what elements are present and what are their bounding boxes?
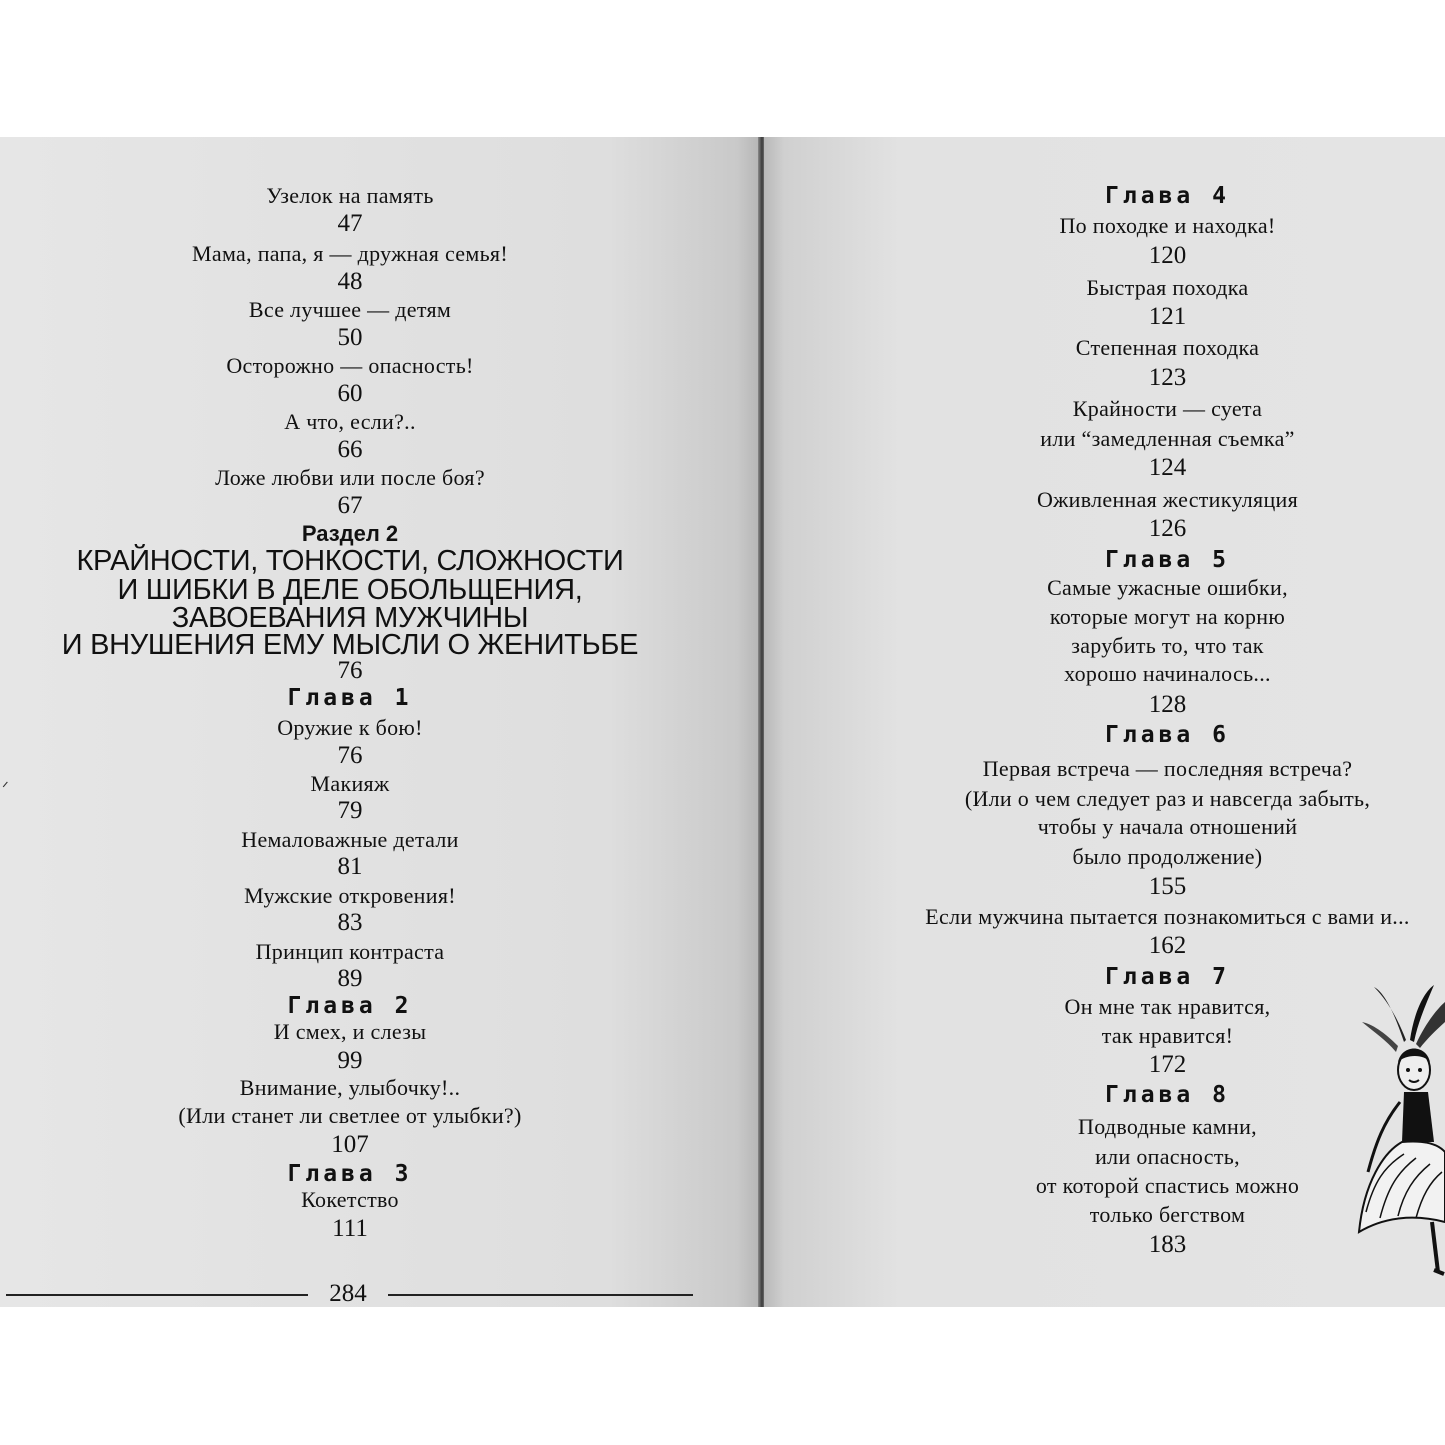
- toc-page-number: 162: [1148, 932, 1187, 959]
- toc-chapter-heading: Глава 4: [1105, 183, 1230, 209]
- dancer-illustration: [1354, 982, 1445, 1277]
- toc-page-number: 155: [1148, 873, 1187, 900]
- toc-chapter-heading: Глава 2: [287, 993, 413, 1019]
- toc-entry: (Или о чем следует раз и навсегда забыть,: [964, 786, 1371, 811]
- toc-page-number: 47: [337, 210, 363, 237]
- toc-chapter-heading: Глава 3: [287, 1161, 413, 1187]
- footer-rule-right: [388, 1294, 693, 1296]
- toc-page-number: 128: [1148, 691, 1187, 718]
- toc-page-number: 172: [1148, 1051, 1187, 1078]
- book-spread: [0, 137, 1445, 1307]
- toc-page-number: 60: [337, 380, 363, 407]
- toc-chapter-heading: Глава 5: [1105, 547, 1230, 573]
- toc-entry: хорошо начиналось...: [1064, 661, 1271, 686]
- toc-entry: только бегством: [1089, 1202, 1246, 1227]
- toc-entry: которые могут на корню: [1049, 604, 1286, 629]
- toc-entry: Если мужчина пытается познакомиться с вами и...: [925, 904, 1410, 929]
- toc-section-heading: Раздел 2: [301, 521, 399, 546]
- toc-entry: Мама, папа, я — дружная семья!: [192, 241, 508, 266]
- toc-page-number: 81: [337, 853, 363, 880]
- toc-chapter-heading: Глава 7: [1105, 964, 1230, 990]
- right-page: [764, 137, 1445, 1307]
- toc-page-number: 50: [337, 324, 363, 351]
- toc-entry: Подводные камни,: [1078, 1114, 1257, 1139]
- toc-entry: или “замедленная съемка”: [1040, 426, 1295, 451]
- toc-chapter-heading: Глава 1: [287, 685, 413, 711]
- toc-entry: Оружие к бою!: [277, 715, 423, 740]
- toc-entry: (Или станет ли светлее от улыбки?): [178, 1103, 522, 1128]
- toc-entry: Немаловажные детали: [241, 827, 459, 852]
- toc-entry: или опасность,: [1095, 1144, 1240, 1169]
- toc-entry: Быстрая походка: [1086, 275, 1249, 300]
- toc-entry: Мужские откровения!: [244, 883, 456, 908]
- toc-page-number: 121: [1148, 303, 1187, 330]
- toc-entry: Оживленная жестикуляция: [1036, 487, 1299, 512]
- toc-entry: так нравится!: [1101, 1023, 1234, 1048]
- toc-page-number: 79: [337, 797, 363, 824]
- toc-entry: Все лучшее — детям: [248, 297, 452, 322]
- toc-page-number: 111: [332, 1215, 368, 1242]
- toc-entry: Он мне так нравится,: [1064, 994, 1271, 1019]
- toc-page-number: 123: [1148, 364, 1187, 391]
- toc-page-number: 83: [337, 909, 363, 936]
- page-number: 284: [329, 1280, 367, 1307]
- toc-entry: было продолжение): [1072, 844, 1263, 869]
- toc-entry: Кокетство: [301, 1187, 399, 1212]
- toc-entry: Узелок на память: [266, 183, 434, 208]
- toc-entry: чтобы у начала отношений: [1037, 814, 1298, 839]
- toc-chapter-heading: Глава 6: [1105, 722, 1230, 748]
- toc-entry: Ложе любви или после боя?: [215, 465, 485, 490]
- toc-entry: Осторожно — опасность!: [226, 353, 474, 378]
- toc-page-number: 120: [1148, 242, 1187, 269]
- toc-page-number: 66: [337, 436, 363, 463]
- toc-page-number: 76: [337, 742, 363, 769]
- toc-entry: Принцип контраста: [255, 939, 445, 964]
- toc-entry: Самые ужасные ошибки,: [1047, 575, 1288, 600]
- toc-entry: от которой спастись можно: [1035, 1173, 1300, 1198]
- toc-page-number: 67: [337, 492, 363, 519]
- toc-entry: А что, если?..: [284, 409, 416, 434]
- margin-mark: ᐟ: [2, 780, 9, 797]
- toc-chapter-heading: Глава 8: [1105, 1082, 1230, 1108]
- left-page: [0, 137, 760, 1307]
- toc-page-number: 76: [337, 657, 363, 684]
- toc-entry: Внимание, улыбочку!..: [239, 1075, 461, 1100]
- toc-section-title: ЗАВОЕВАНИЯ МУЖЧИНЫ: [171, 602, 529, 634]
- toc-entry: Степенная походка: [1075, 335, 1260, 360]
- toc-page-number: 89: [337, 965, 363, 992]
- toc-section-title: КРАЙНОСТИ, ТОНКОСТИ, СЛОЖНОСТИ: [76, 545, 624, 577]
- toc-page-number: 183: [1148, 1231, 1187, 1258]
- toc-section-title: И ШИБКИ В ДЕЛЕ ОБОЛЬЩЕНИЯ,: [117, 574, 583, 606]
- toc-page-number: 48: [337, 268, 363, 295]
- toc-entry: зарубить то, что так: [1071, 633, 1264, 658]
- toc-entry: По походке и находка!: [1059, 213, 1276, 238]
- toc-entry: И смех, и слезы: [273, 1019, 427, 1044]
- toc-entry: Макияж: [310, 771, 390, 796]
- toc-section-title: И ВНУШЕНИЯ ЕМУ МЫСЛИ О ЖЕНИТЬБЕ: [61, 629, 639, 661]
- toc-entry: Первая встреча — последняя встреча?: [982, 756, 1353, 781]
- toc-page-number: 124: [1148, 454, 1187, 481]
- toc-page-number: 107: [331, 1131, 369, 1158]
- toc-page-number: 126: [1148, 515, 1187, 542]
- toc-entry: Крайности — суета: [1072, 396, 1263, 421]
- footer-rule-left: [6, 1294, 308, 1296]
- toc-page-number: 99: [337, 1047, 363, 1074]
